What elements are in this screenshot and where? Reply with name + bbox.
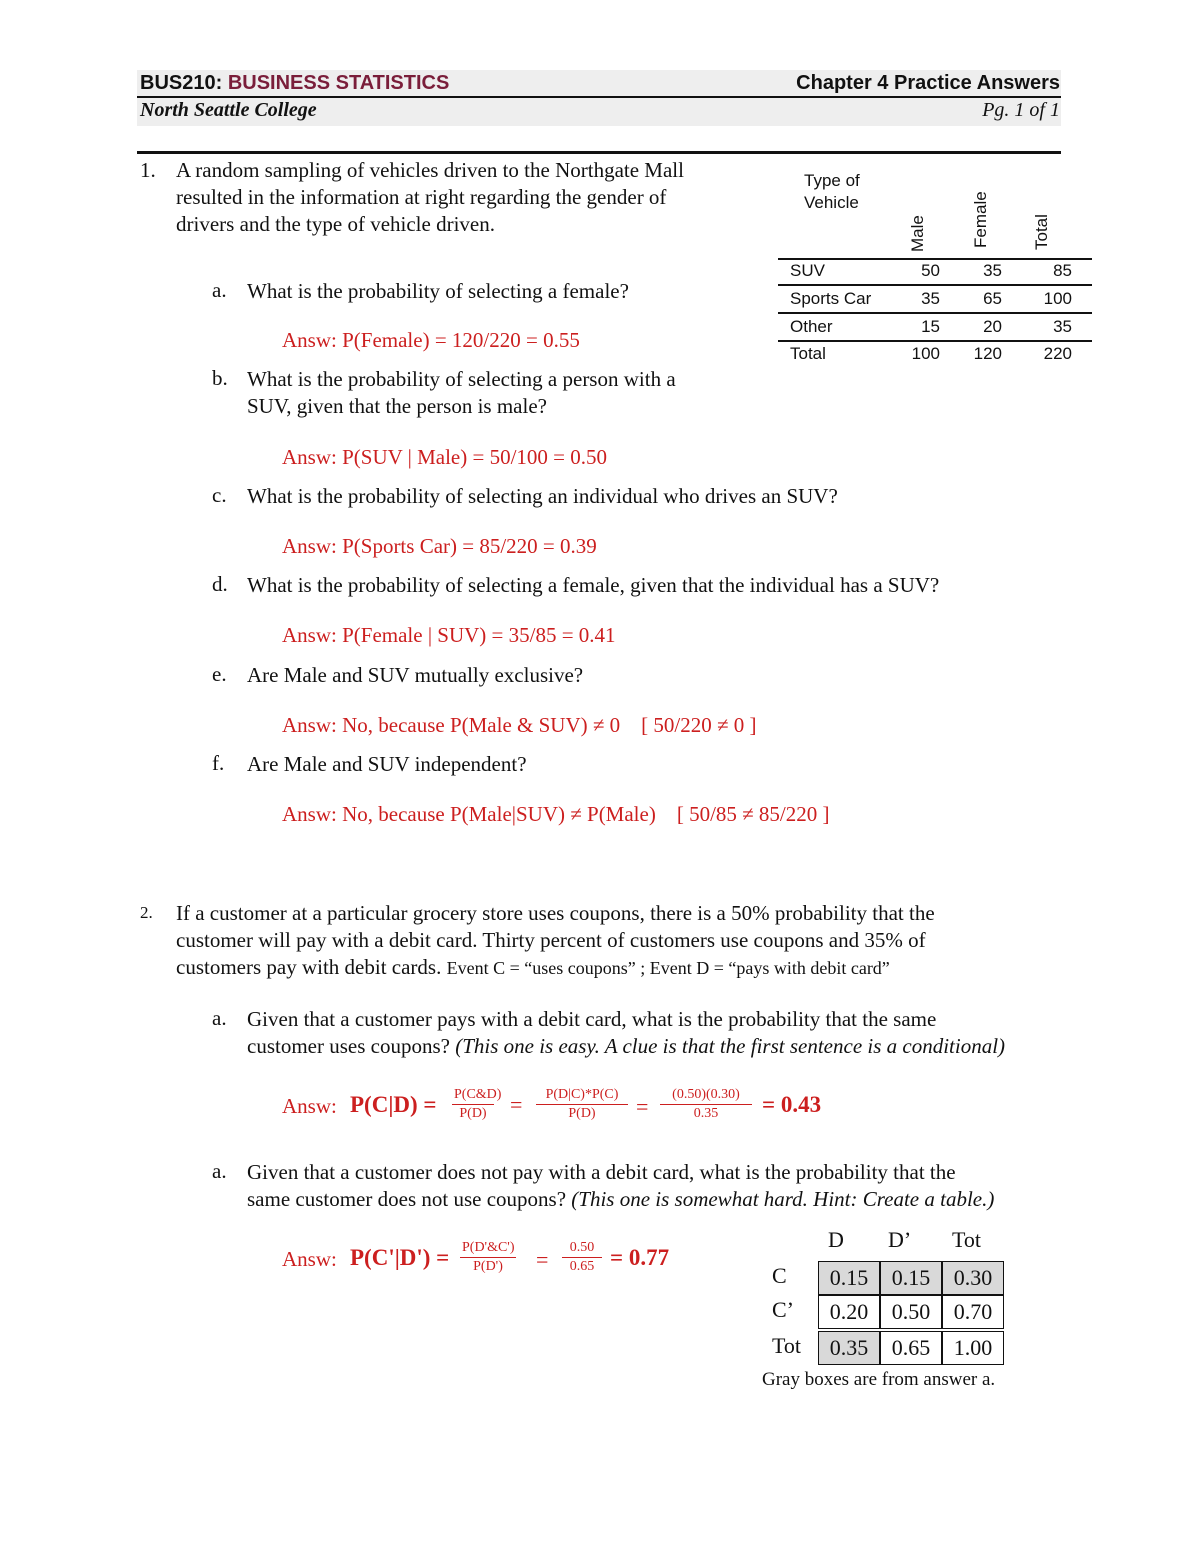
q1-text-line-3: drivers and the type of vehicle driven. [176,212,495,236]
table-rule [778,284,1092,286]
q2a-hint: (This one is easy. A clue is that the first sentence is a conditional) [455,1034,1006,1058]
q2a-question-text: customer uses coupons? [247,1034,456,1058]
q2b-fraction-2 [562,1239,602,1276]
course-code: BUS210: [140,72,228,94]
course-name: BUSINESS STATISTICS [227,72,450,94]
q2b-letter: a. [212,1159,227,1183]
grid-row-header-c: C [772,1263,787,1288]
table-cell: 35 [1053,317,1072,336]
q2-event-definitions: Event C = “uses coupons” ; Event D = “pays with debit card” [446,958,890,978]
q2-text-line-1: If a customer at a particular grocery store uses coupons, there is a 50% probability that the [176,901,935,925]
q1b-question-line-2: SUV, given that the person is male? [247,394,547,418]
q1c-letter: c. [212,483,227,507]
q2b-question-line-1: Given that a customer does not pay with a debit card, what is the probability that the [247,1160,956,1184]
q1d-question: What is the probability of selecting a female, given that the individual has a SUV? [247,573,940,597]
header-bottom-rule [137,151,1061,154]
q1f-question: Are Male and SUV independent? [247,752,527,776]
q2b-answer-lhs: P(C'|D') = [350,1245,450,1270]
q1-text-line-2: resulted in the information at right regarding the gender of [176,185,667,209]
grid-col-header-d: D [828,1227,844,1252]
equals-sign: = [536,1247,549,1272]
fraction-denominator: P(D') [473,1259,503,1274]
q1e-question: Are Male and SUV mutually exclusive? [247,663,584,687]
col-header-male: Male [908,215,927,252]
q2b-answer-prefix: Answ: [282,1247,337,1271]
row-label-suv: SUV [790,261,825,280]
table-cell: 100 [1043,289,1072,308]
q2a-question-line-2 [247,1033,1005,1060]
q1e-answer: Answ: No, because P(Male & SUV) ≠ 0 [ 50/220 ≠ 0 ] [282,713,757,737]
table-cell: 35 [983,261,1002,280]
q1e-letter: e. [212,662,227,686]
row-label-other: Other [790,317,833,336]
q2b-question-text: same customer does not use coupons? [247,1187,572,1211]
table-cell: 100 [911,344,940,363]
fraction-denominator: 0.65 [569,1259,595,1274]
header-divider [137,96,1061,98]
q2a-answer-lhs: P(C|D) = [350,1092,437,1117]
fraction-numerator: P(C&D) [452,1086,494,1105]
vehicle-table-corner [804,170,860,214]
q1c-answer: Answ: P(Sports Car) = 85/220 = 0.39 [282,534,597,558]
q1a-question: What is the probability of selecting a female? [247,279,629,303]
q2a-fraction-2 [536,1086,628,1123]
page-number: Pg. 1 of 1 [982,99,1060,121]
q1f-letter: f. [212,751,225,775]
table-cell: 65 [983,289,1002,308]
q2a-question-line-1: Given that a customer pays with a debit card, what is the probability that the same [247,1007,937,1031]
chapter-title: Chapter 4 Practice Answers [796,72,1060,94]
table-rule [778,340,1092,342]
grid-cell: 0.70 [942,1295,1004,1329]
grid-cell: 0.50 [880,1295,942,1329]
table-rule [778,312,1092,314]
q2a-letter: a. [212,1006,227,1030]
q2-text-line-3 [176,954,890,982]
grid-col-header-tot: Tot [952,1227,982,1252]
q1-text-line-1: A random sampling of vehicles driven to the Northgate Mall [176,158,684,182]
grid-cell: 1.00 [942,1331,1004,1365]
q2a-fraction-1 [452,1086,502,1123]
q1b-letter: b. [212,366,228,390]
q1c-question: What is the probability of selecting an individual who drives an SUV? [247,484,838,508]
grid-cell: 0.65 [880,1331,942,1365]
q2a-result: = 0.43 [762,1092,822,1117]
q2-text-line-3a: customers pay with debit cards. [176,955,447,979]
q2-text-line-2: customer will pay with a debit card. Thirty percent of customers use coupons and 35% of [176,928,926,952]
row-label-sports-car: Sports Car [790,289,872,308]
table-cell: 85 [1053,261,1072,280]
grid-row-header-cprime: C’ [772,1297,794,1322]
q2a-fraction-3 [660,1086,752,1123]
col-header-female: Female [971,191,990,248]
equals-sign: = [636,1094,649,1119]
q1b-answer: Answ: P(SUV | Male) = 50/100 = 0.50 [282,445,608,469]
grid-cell: 0.35 [818,1331,880,1365]
q1-number: 1. [140,158,156,182]
fraction-denominator: P(D) [568,1106,596,1121]
grid-row-header-tot: Tot [772,1333,802,1358]
q1d-letter: d. [212,572,228,596]
table-cell: 35 [921,289,940,308]
grid-col-header-dprime: D’ [888,1227,912,1252]
equals-sign: = [510,1092,523,1117]
q2b-result: = 0.77 [610,1245,670,1270]
table-rule [778,258,1092,260]
table-cell: 220 [1043,344,1072,363]
fraction-numerator: P(D'&C') [460,1239,516,1258]
table-cell: 15 [921,317,940,336]
q2-number: 2. [140,903,153,922]
grid-note: Gray boxes are from answer a. [762,1369,996,1390]
fraction-numerator: P(D|C)*P(C) [536,1086,628,1105]
q2b-fraction-1 [460,1239,516,1276]
corner-line-2: Vehicle [804,193,859,212]
grid-cell: 0.20 [818,1295,880,1329]
fraction-denominator: 0.35 [693,1106,719,1121]
college-name: North Seattle College [140,99,317,121]
q2a-answer-prefix: Answ: [282,1094,337,1118]
grid-cell: 0.15 [818,1261,880,1295]
q1a-answer: Answ: P(Female) = 120/220 = 0.55 [282,328,580,352]
table-cell: 120 [973,344,1002,363]
fraction-numerator: (0.50)(0.30) [660,1086,752,1105]
col-header-total: Total [1032,214,1051,250]
fraction-numerator: 0.50 [562,1239,602,1258]
q1a-letter: a. [212,278,227,302]
q1d-answer: Answ: P(Female | SUV) = 35/85 = 0.41 [282,623,616,647]
q2b-question-line-2 [247,1186,994,1213]
grid-cell: 0.30 [942,1261,1004,1295]
q1f-answer: Answ: No, because P(Male|SUV) ≠ P(Male) [ 50/85 ≠ 85/220 ] [282,802,830,826]
course-title [140,72,449,95]
row-label-total: Total [790,344,826,363]
fraction-denominator: P(D) [459,1106,487,1121]
table-cell: 20 [983,317,1002,336]
corner-line-1: Type of [804,171,860,190]
q1b-question-line-1: What is the probability of selecting a person with a [247,367,676,391]
grid-cell: 0.15 [880,1261,942,1295]
table-cell: 50 [921,261,940,280]
q2b-hint: (This one is somewhat hard. Hint: Create a table.) [571,1187,995,1211]
